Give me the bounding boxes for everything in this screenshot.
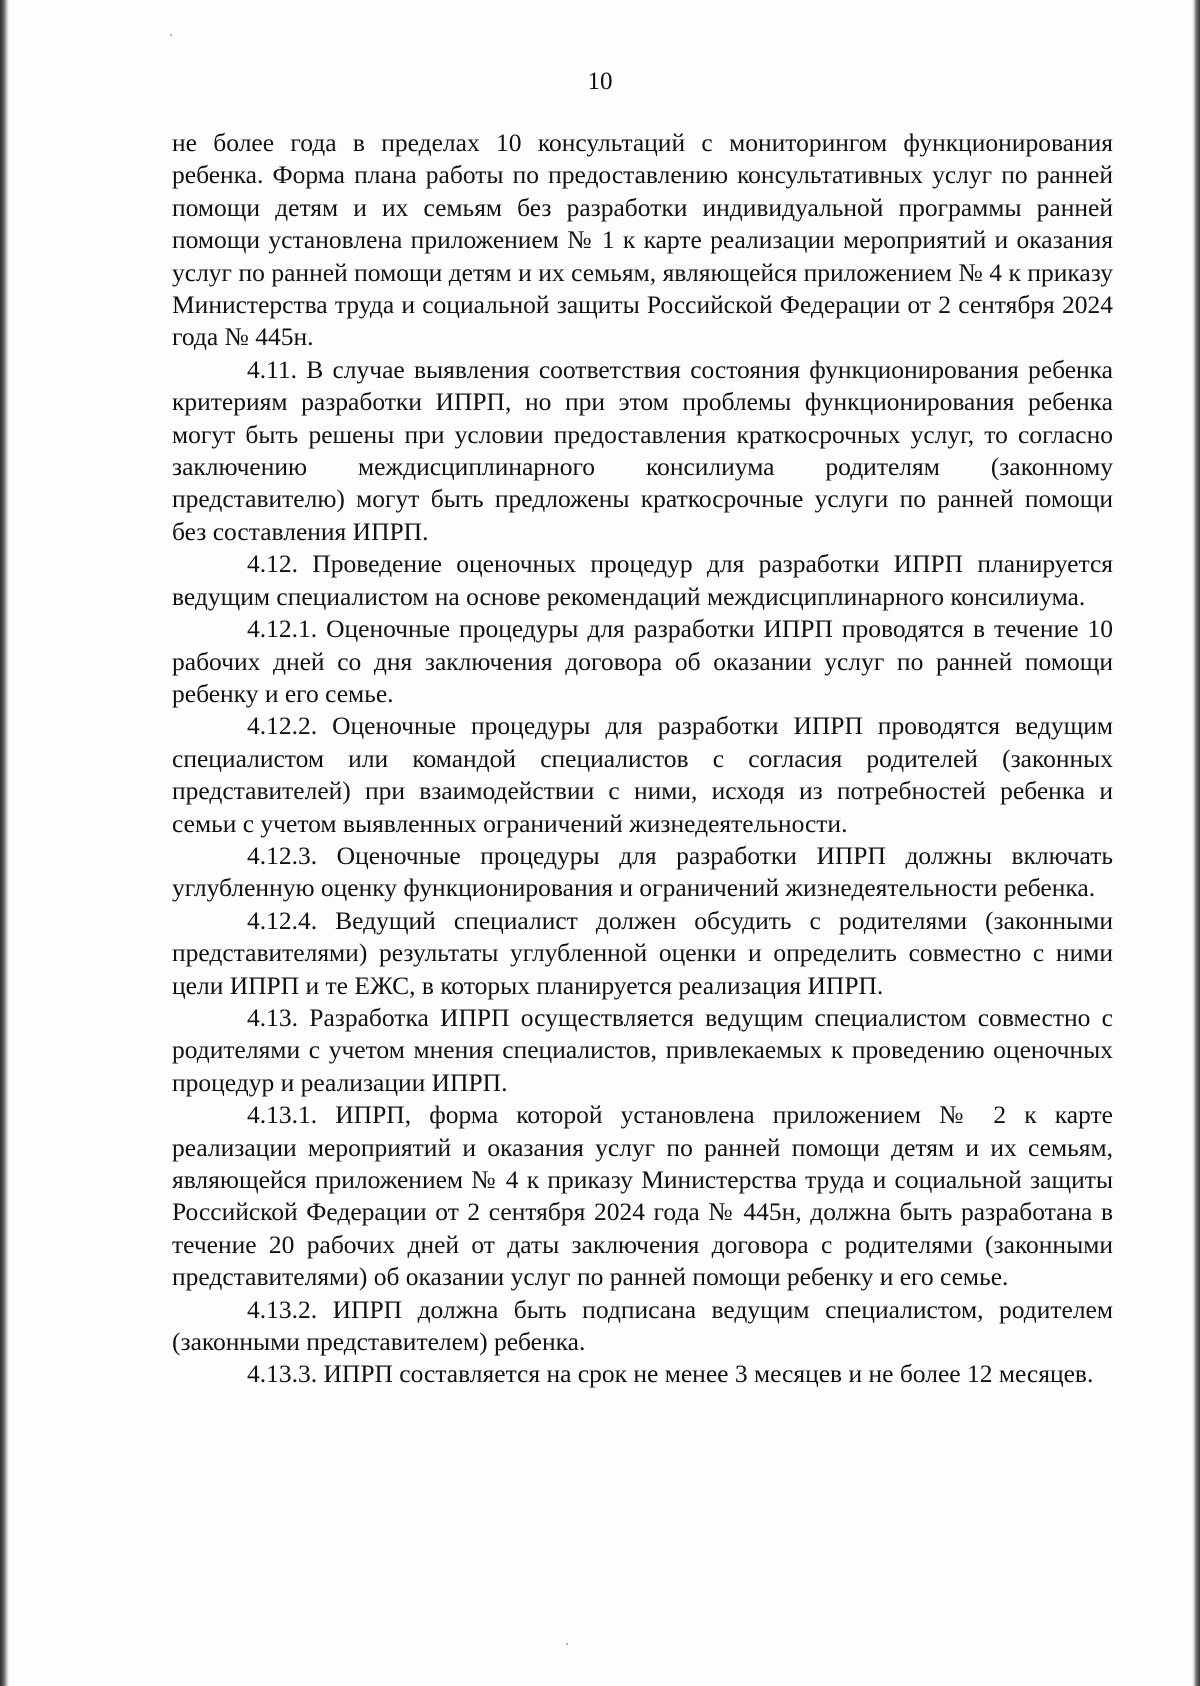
scan-edge-right [1192, 0, 1200, 1686]
scan-speck [566, 1643, 568, 1645]
scan-edge-left [0, 0, 9, 1686]
paragraph-4-12-3: 4.12.3. Оценочные процедуры для разработки ИПРП должны включать углубленную оценку функционирования и ограничений жизнедеятельности ребенка. [172, 840, 1113, 903]
paragraph-4-13-2: 4.13.2. ИПРП должна быть подписана ведущим специалистом, родителем (законными представителем) ребенка. [172, 1294, 1113, 1357]
paragraph-4-13-1: 4.13.1. ИПРП, форма которой установлена приложением № 2 к карте реализации мероприятий и оказания услуг по ранней помощи детям и их семьям, являющейся приложением № 4 к приказу Министерства труда и социальной защиты Российской Федерации от 2 сентября 2024 года № 445н, должна быть разработана в течение 20 рабочих дней от даты заключения договора с родителями (законными представителями) об оказании услуг по ранней помощи ребенку и его семье. [172, 1100, 1113, 1292]
scan-speck [170, 34, 172, 36]
page-number: 10 [587, 68, 613, 95]
paragraph-4-12-4: 4.12.4. Ведущий специалист должен обсудить с родителями (законными представителями) результаты углубленной оценки и определить совместно с ними цели ИПРП и те ЕЖС, в которых планируется реализация ИПРП. [172, 905, 1113, 1000]
paragraph-4-12-1: 4.12.1. Оценочные процедуры для разработки ИПРП проводятся в течение 10 рабочих дней со дня заключения договора об оказании услуг по ранней помощи ребенку и его семье. [172, 614, 1113, 708]
paragraph-4-12: 4.12. Проведение оценочных процедур для разработки ИПРП планируется ведущим специалистом на основе рекомендаций междисциплинарного консилиума. [172, 549, 1113, 611]
paragraph-continuation: не более года в пределах 10 консультаций с мониторингом функционирования ребенка. Форма плана работы по предоставлению консультативных услуг по ранней помощи детям и их семьям без разработки индивидуальной программы ранней помощи установлена приложением № 1 к карте реализации мероприятий и оказания услуг по ранней помощи детям и их семьям, являющейся приложением № 4 к приказу Министерства труда и социальной защиты Российской Федерации от 2 сентября 2024 года № 445н. [172, 128, 1113, 352]
document-body [172, 127, 1113, 1391]
paragraph-4-12-2: 4.12.2. Оценочные процедуры для разработки ИПРП проводятся ведущим специалистом или командой специалистов с согласия родителей (законных представителей) при взаимодействии с ними, исходя из потребностей ребенка и семьи с учетом выявленных ограничений жизнедеятельности. [172, 711, 1113, 838]
paragraph-4-13: 4.13. Разработка ИПРП осуществляется ведущим специалистом совместно с родителями с учетом мнения специалистов, привлекаемых к проведению оценочных процедур и реализации ИПРП. [172, 1002, 1113, 1097]
paragraph-4-13-3: 4.13.3. ИПРП составляется на срок не менее 3 месяцев и не более 12 месяцев. [247, 1359, 1094, 1389]
paragraph-4-11: 4.11. В случае выявления соответствия состояния функционирования ребенка критериям разработки ИПРП, но при этом проблемы функционирования ребенка могут быть решены при условии предоставления краткосрочных услуг, то согласно заключению междисциплинарного консилиума родителям (законному представителю) могут быть предложены краткосрочные услуги по ранней помощи без составления ИПРП. [172, 354, 1113, 546]
